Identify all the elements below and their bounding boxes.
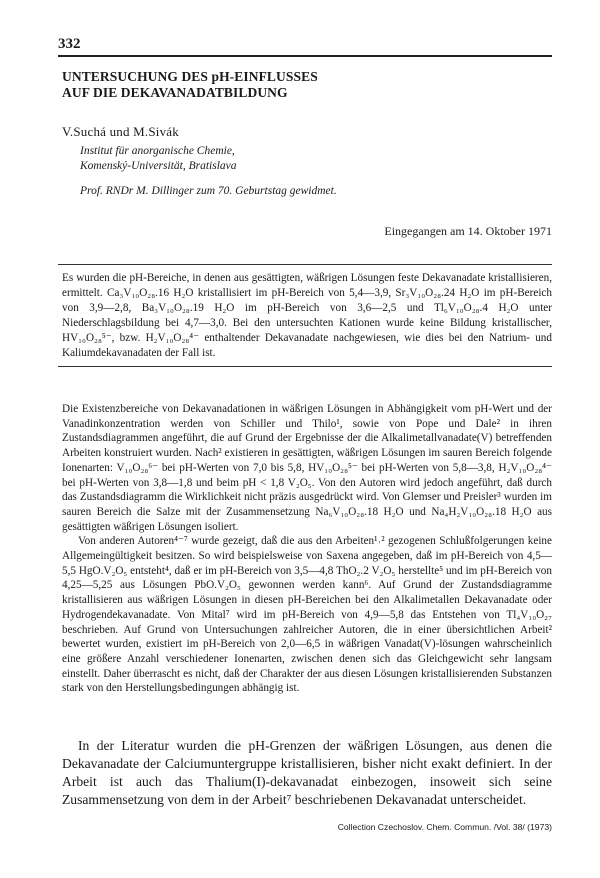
body-text [62,402,552,696]
abstract-rule-top [58,264,552,265]
header-rule [58,55,552,57]
dedication: Prof. RNDr M. Dillinger zum 70. Geburtstag gewidmet. [80,185,337,197]
large-paragraph: In der Literatur wurden die pH-Grenzen der wäßrigen Lösungen, aus denen die Dekavanadate der Calciumuntergruppe kristallisieren, bisher nicht exakt definiert. In der Arbeit ist auch das Thalium(I)-dekavanadat einbezogen, insoweit sich seine Zusammensetzung von dem in der Arbeit⁷ beschriebenen Dekavanadat unterscheidet. [62,738,552,807]
abstract-rule-bottom [58,366,552,367]
affiliation-line-2: Komenský-Universität, Bratislava [80,160,237,172]
affiliation [80,144,237,174]
received-date: Eingegangen am 14. Oktober 1971 [384,224,552,238]
article-title [62,69,542,101]
journal-footer: Collection Czechoslov. Chem. Commun. /Vol. 38/ (1973) [337,822,552,832]
affiliation-line-1: Institut für anorganische Chemie, [80,145,235,157]
authors: V.Suchá und M.Sivák [62,124,179,139]
page-number: 332 [58,36,81,52]
body-paragraph-2: Von anderen Autoren⁴⁻⁷ wurde gezeigt, daß die aus den Arbeiten¹˒² gezogenen Schlußfolgerungen keine Allgemeingültigkeit besitzen. So wird beispielsweise von Saxena angegeben, daß im pH-Bereich von 4,5—5,5 HgO.V₂O₅ entsteht⁴, daß er im pH-Bereich von 3,5—4,8 ThO₂.2 V₂O₅ herstellte⁵ und im pH-Bereich von 4,25—5,25 aus Lösungen PbO.V₂O₅ gewonnen werden kann⁶. Auf Grund der Zustandsdiagramme kristallisieren aus wäßrigen Lösungen in diesen pH-Bereichen bei den Alkalimetallen Dekavanadate oder Hydrogendekavanadate. Von Mital⁷ wird im pH-Bereich von 4,9—5,8 das Entstehen von Tl₄V₁₀O₂₇ beschrieben. Auf Grund von Untersuchungen zahlreicher Autoren, die in einer übersichtlichen Arbeit² bewertet wurden, existiert im pH-Bereich von 2,0—6,5 in wäßrigen Vanadat(V)-lösungen wahrscheinlich eine größere Anzahl verschiedener Ionenarten, zwischen denen sich das Gleichgewicht sehr langsam einstellt. Daher überrascht es nicht, daß der Charakter der aus diesen Lösungen kristallisierenden Substanzen stark von den Herstellungsbedingungen abhängig ist. [62,535,552,695]
abstract: Es wurden die pH-Bereiche, in denen aus gesättigten, wäßrigen Lösungen feste Dekavanadate kristallisieren, ermittelt. Ca₃V₁₀O₂₈.16 H₂O kristallisiert im pH-Bereich von 5,4—3,9, Sr₃V₁₀O₂₈.24 H₂O im pH-Bereich von 3,9—2,8, Ba₃V₁₀O₂₈.19 H₂O im pH-Bereich von 3,6—2,5 und Tl₆V₁₀O₂₈.4 H₂O unter Niederschlagsbildung bei 4,7—3,0. Bei den untersuchten Kationen wurde keine Bildung kristallischer, HV₁₀O₂₈⁵⁻, bzw. H₂V₁₀O₂₈⁴⁻ enthaltender Dekavanadate nachgewiesen, wie dies bei den Natrium- und Kaliumdekavanadaten der Fall ist. [62,272,552,359]
title-line-1: UNTERSUCHUNG DES pH-EINFLUSSES [62,69,318,84]
title-line-2: AUF DIE DEKAVANADATBILDUNG [62,85,288,100]
body-paragraph-1: Die Existenzbereiche von Dekavanadationen in wäßrigen Lösungen in Abhängigkeit vom pH-Wert und der Vanadinkonzentration werden von Schiller und Thilo¹, sowie von Pope und Dale² in ihren Zustandsdiagrammen angeführt, die auf Grund der Ergebnisse der die Alkalimetallvanadate(V) betreffenden Arbeiten konstruiert wurden. Nach² existieren in gesättigten, wäßrigen Lösungen im sauren Bereich folgende Ionenarten: V₁₀O₂₈⁶⁻ bei pH-Werten von 7,0 bis 5,8, HV₁₀O₂₈⁵⁻ bei pH-Werten von 5,8—3,8, H₂V₁₀O₂₈⁴⁻ bei pH-Werten von 3,8—1,8 und beim pH < 1,8 V₂O₅. Von den Autoren wird jedoch angeführt, daß durch das Zustandsdiagramm die Wirklichkeit nicht präzis ausgedrückt wird. Von Glemser und Preisler³ wurden im sauren Bereich die Salze mit der Zusammensetzung Na₆V₁₀O₂₈.18 H₂O und Na₄H₂V₁₀O₂₈.18 H₂O aus gesättigten wäßrigen Lösungen isoliert. [62,403,552,533]
